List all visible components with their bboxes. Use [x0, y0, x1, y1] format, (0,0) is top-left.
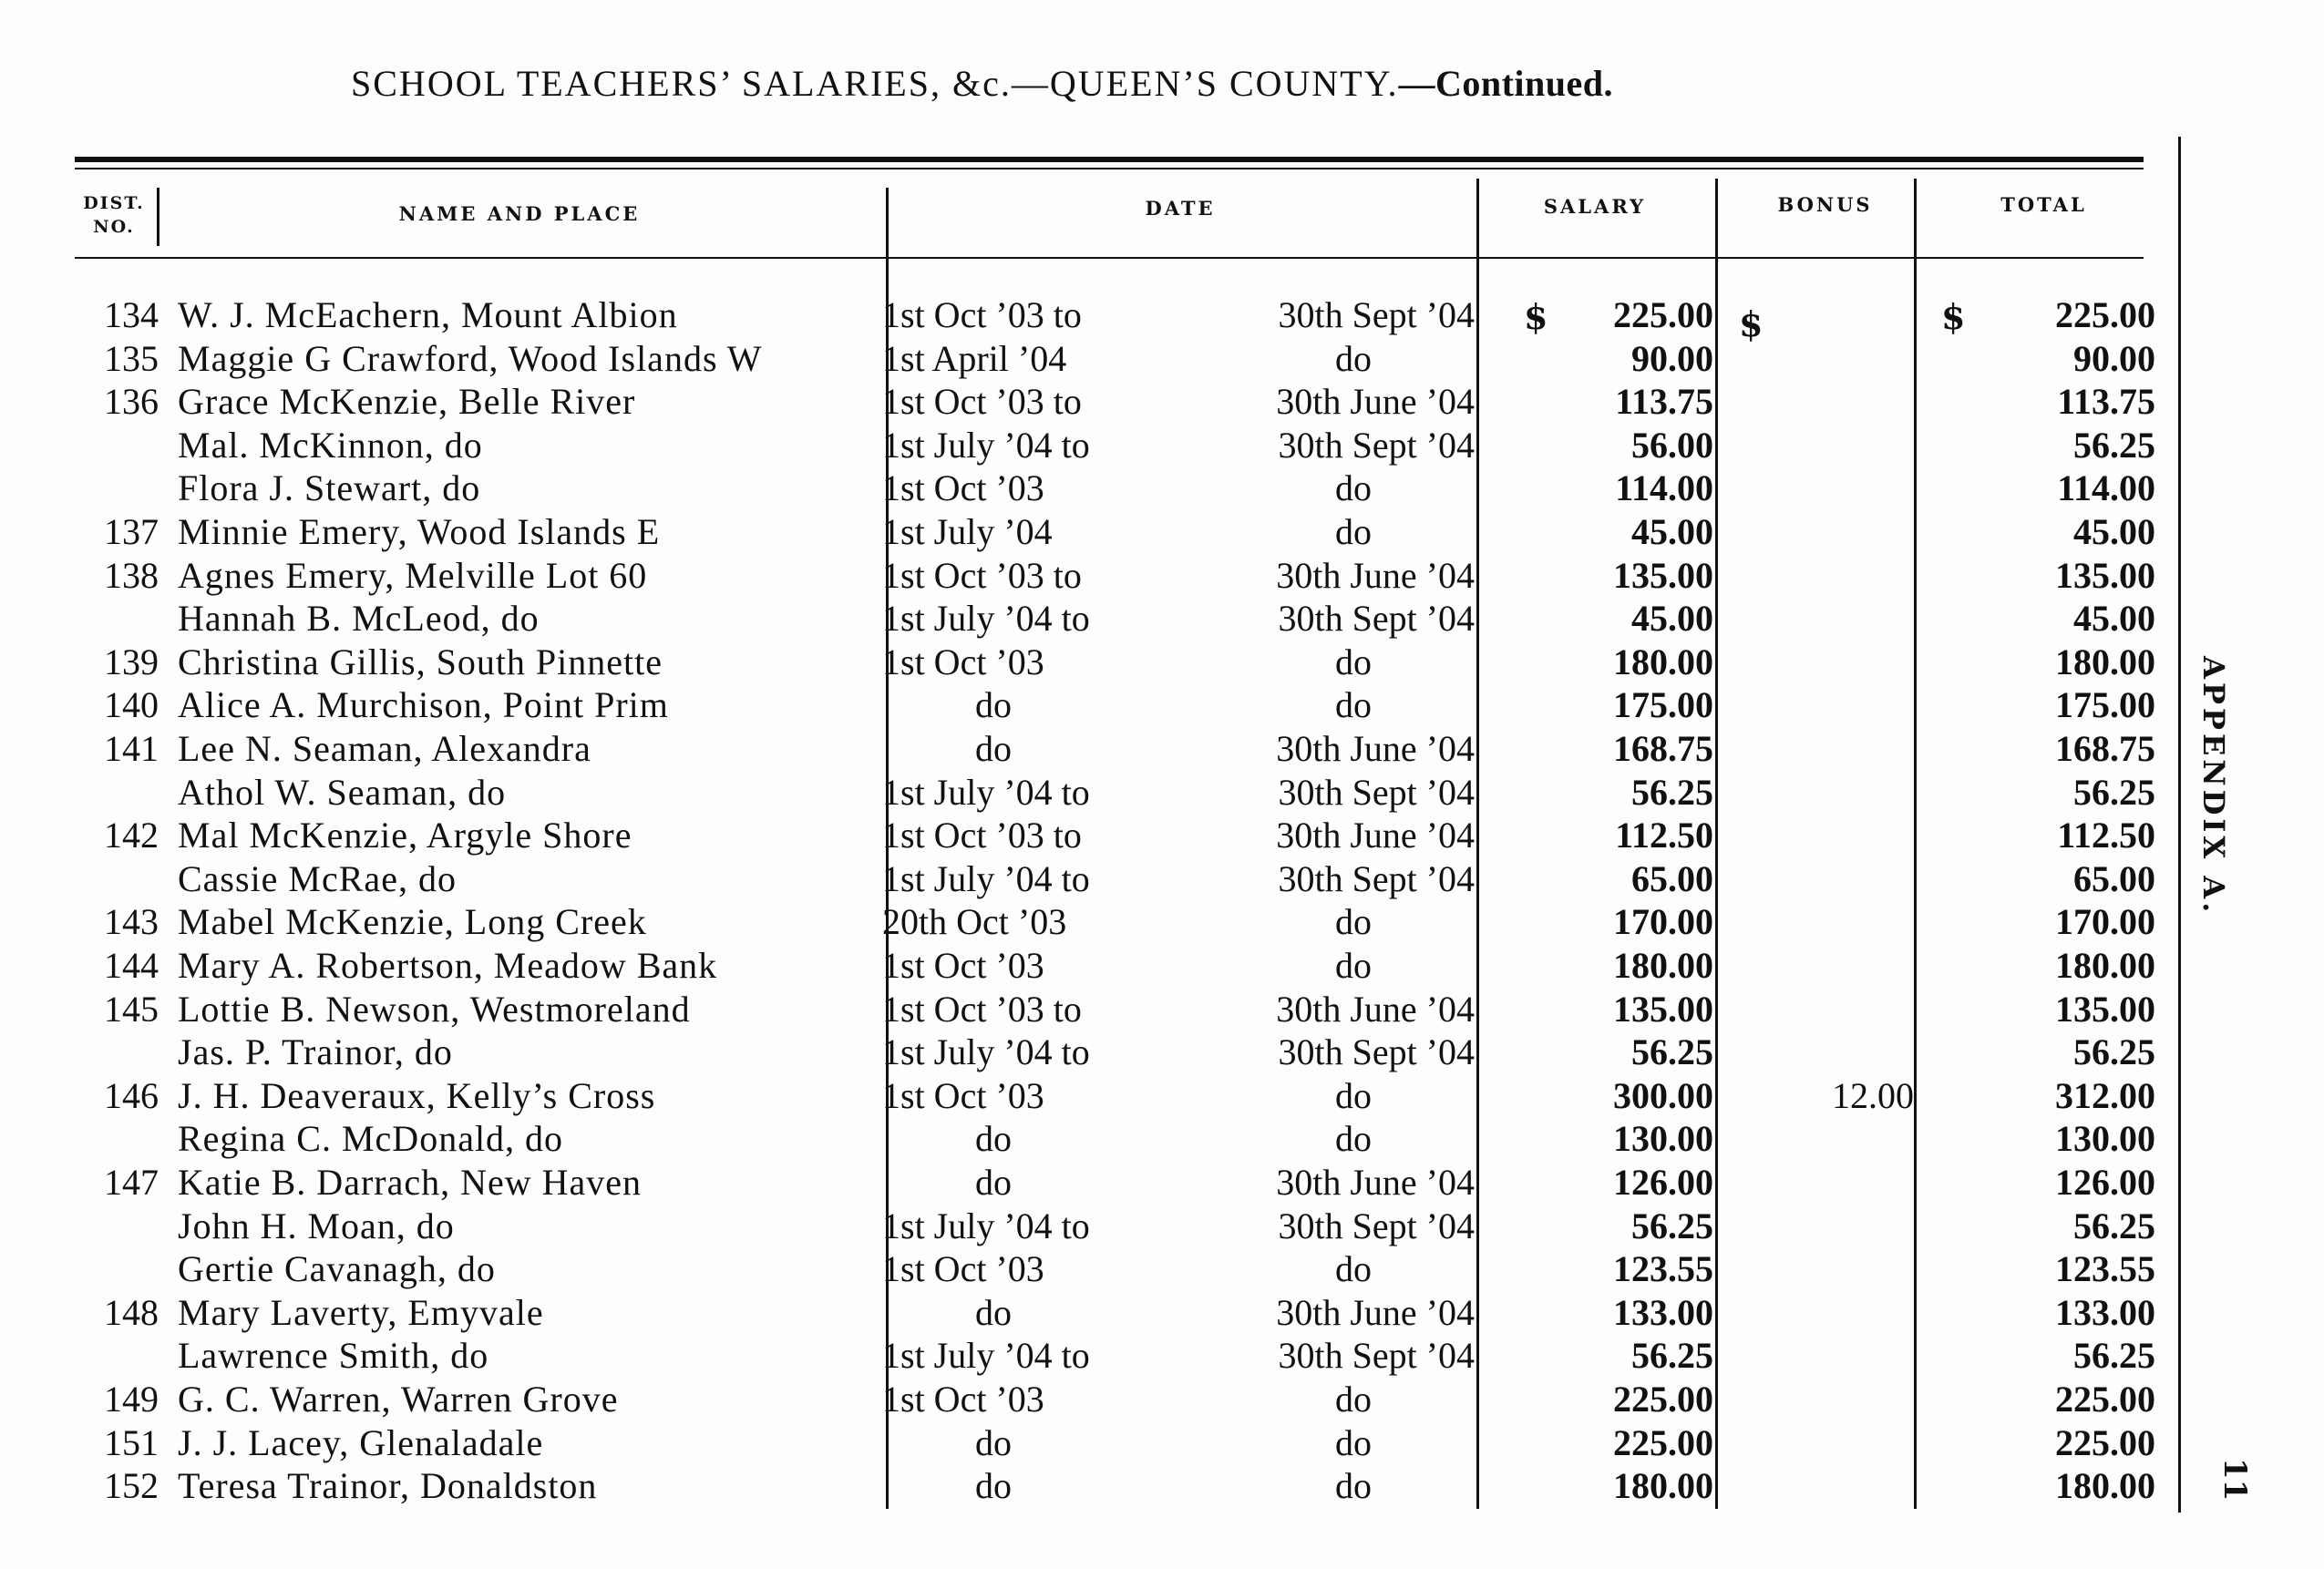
teacher-name-place: Hannah B. McLeod, do [178, 598, 540, 640]
dist-number: 147 [104, 1162, 159, 1203]
date-from: 1st July ’04 to [882, 1031, 1090, 1073]
total-amount: 90.00 [2073, 337, 2155, 379]
table-row [0, 1161, 2324, 1205]
date-from: 1st Oct ’03 to [882, 554, 1082, 596]
dist-number [75, 1247, 159, 1291]
date-from: do [975, 1291, 1012, 1333]
salary-amount: 65.00 [1631, 857, 1713, 899]
bonus-amount [1732, 597, 1914, 641]
dist-number [75, 467, 159, 510]
teacher-name-place: Mal. McKinnon, do [178, 424, 483, 466]
dist-number: 135 [104, 337, 159, 379]
salary-amount: 225.00 [1613, 1421, 1713, 1463]
date-from: 1st Oct ’03 [882, 1074, 1044, 1116]
column-divider [157, 188, 159, 246]
bonus-amount [1732, 988, 1914, 1031]
table-row [0, 1378, 2324, 1421]
total-amount: 56.25 [2073, 424, 2155, 466]
salary-amount: 56.00 [1631, 424, 1713, 466]
dist-number: 149 [104, 1379, 159, 1420]
dist-number: 152 [104, 1465, 159, 1507]
date-from: 1st Oct ’03 [882, 1379, 1044, 1420]
bonus-amount [1732, 1378, 1914, 1421]
header-name-place: NAME AND PLACE [398, 202, 641, 225]
page-number: 11 [2216, 1458, 2253, 1502]
salary-amount: 130.00 [1613, 1118, 1713, 1160]
date-from: 1st Oct ’03 [882, 945, 1044, 986]
table-row [0, 771, 2324, 815]
teacher-name-place: Athol W. Seaman, do [178, 771, 507, 813]
table-row [0, 988, 2324, 1031]
dist-number: 137 [104, 511, 159, 552]
date-to: 30th June ’04 [1276, 988, 1475, 1030]
teacher-name-place: Cassie McRae, do [178, 857, 457, 899]
dist-number [75, 1205, 159, 1248]
teacher-name-place: Agnes Emery, Melville Lot 60 [178, 554, 648, 596]
bonus-amount [1732, 554, 1914, 598]
dist-number [75, 771, 159, 815]
bonus-amount [1732, 1031, 1914, 1074]
salary-amount: 112.50 [1615, 815, 1713, 856]
dist-number [75, 597, 159, 641]
bonus-amount [1732, 467, 1914, 510]
bonus-amount [1732, 727, 1914, 771]
table-row [0, 1421, 2324, 1465]
header-date: DATE [1145, 197, 1216, 220]
bonus-amount [1732, 900, 1914, 944]
salary-amount: 56.25 [1631, 771, 1713, 813]
date-to: do [1335, 1118, 1372, 1160]
header-total: TOTAL [2000, 193, 2087, 216]
salary-amount: 300.00 [1613, 1074, 1713, 1116]
date-to: 30th Sept ’04 [1278, 771, 1475, 813]
dist-number [75, 1031, 159, 1074]
salary-amount: 90.00 [1631, 337, 1713, 379]
date-to: 30th June ’04 [1276, 554, 1475, 596]
table-row [0, 857, 2324, 901]
date-to: do [1335, 641, 1372, 682]
table-row [0, 510, 2324, 554]
date-from: 1st Oct ’03 [882, 467, 1044, 509]
table-row [0, 1074, 2324, 1118]
salary-amount: 180.00 [1613, 1465, 1713, 1507]
header-bonus: BONUS [1777, 193, 1873, 216]
salary-amount: 123.55 [1613, 1248, 1713, 1290]
teacher-name-place: Gertie Cavanagh, do [178, 1248, 496, 1290]
date-to: do [1335, 1421, 1372, 1463]
date-to: 30th June ’04 [1276, 728, 1475, 769]
header-rule [75, 257, 2144, 259]
table-row [0, 293, 2324, 337]
header-dist: DIST. [83, 193, 145, 213]
salary-amount: 225.00 [1613, 294, 1713, 335]
date-to: 30th Sept ’04 [1278, 1205, 1475, 1246]
date-to: 30th Sept ’04 [1278, 598, 1475, 640]
table-row [0, 380, 2324, 424]
title-main: SCHOOL TEACHERS’ SALARIES, &c.—QUEEN’S COUNTY. [351, 63, 1399, 104]
table-row [0, 727, 2324, 771]
bonus-amount [1732, 857, 1914, 901]
salary-amount: 225.00 [1613, 1379, 1713, 1420]
teacher-name-place: Teresa Trainor, Donaldston [178, 1465, 598, 1507]
appendix-label: APPENDIX A. [2196, 656, 2231, 917]
teacher-name-place: Lee N. Seaman, Alexandra [178, 728, 591, 769]
teacher-name-place: G. C. Warren, Warren Grove [178, 1379, 619, 1420]
bonus-amount [1732, 510, 1914, 554]
date-to: 30th Sept ’04 [1278, 1031, 1475, 1073]
bonus-amount: 12.00 [1832, 1074, 1914, 1116]
total-amount: 56.25 [2073, 771, 2155, 813]
teacher-name-place: John H. Moan, do [178, 1205, 455, 1246]
date-from: 1st Oct ’03 to [882, 988, 1082, 1030]
salary-amount: 56.25 [1631, 1031, 1713, 1073]
total-amount: 135.00 [2055, 988, 2155, 1030]
table-row [0, 641, 2324, 684]
date-to: 30th June ’04 [1276, 1291, 1475, 1333]
total-amount: 56.25 [2073, 1335, 2155, 1377]
teacher-name-place: Mabel McKenzie, Long Creek [178, 901, 647, 943]
teacher-name-place: Lawrence Smith, do [178, 1335, 489, 1377]
bonus-amount [1732, 1247, 1914, 1291]
bonus-amount [1732, 944, 1914, 988]
header-no: NO. [93, 217, 135, 237]
date-to: 30th Sept ’04 [1278, 1335, 1475, 1377]
date-from: 1st July ’04 to [882, 1335, 1090, 1377]
teacher-name-place: J. H. Deaveraux, Kelly’s Cross [178, 1074, 656, 1116]
teacher-name-place: Maggie G Crawford, Wood Islands W [178, 337, 763, 379]
teacher-name-place: Mal McKenzie, Argyle Shore [178, 815, 632, 856]
date-to: do [1335, 1465, 1372, 1507]
teacher-name-place: Alice A. Murchison, Point Prim [178, 684, 669, 726]
date-to: 30th Sept ’04 [1278, 857, 1475, 899]
total-amount: 113.75 [2057, 381, 2155, 423]
teacher-name-place: Katie B. Darrach, New Haven [178, 1162, 643, 1203]
total-amount: 168.75 [2055, 728, 2155, 769]
total-amount: 114.00 [2057, 467, 2155, 509]
bonus-amount [1732, 1161, 1914, 1205]
salary-amount: 114.00 [1615, 467, 1713, 509]
date-from: 1st July ’04 to [882, 424, 1090, 466]
top-rule-thick [75, 157, 2144, 162]
dist-number [75, 1117, 159, 1161]
total-amount: 65.00 [2073, 857, 2155, 899]
total-amount: 126.00 [2055, 1162, 2155, 1203]
teacher-name-place: J. J. Lacey, Glenaladale [178, 1421, 544, 1463]
table-row [0, 1247, 2324, 1291]
salary-amount: 180.00 [1613, 641, 1713, 682]
total-amount: 225.00 [2055, 294, 2155, 335]
dist-number: 142 [104, 815, 159, 856]
bonus-amount [1732, 1117, 1914, 1161]
dist-number: 146 [104, 1074, 159, 1116]
salary-amount: 113.75 [1615, 381, 1713, 423]
teacher-name-place: Christina Gillis, South Pinnette [178, 641, 663, 682]
bonus-amount [1732, 337, 1914, 381]
table-row [0, 467, 2324, 510]
date-from: 1st July ’04 to [882, 857, 1090, 899]
total-amount: 180.00 [2055, 945, 2155, 986]
salary-amount: 126.00 [1613, 1162, 1713, 1203]
bonus-amount [1732, 380, 1914, 424]
dist-number: 151 [104, 1421, 159, 1463]
dist-number: 136 [104, 381, 159, 423]
date-from: 1st Oct ’03 [882, 641, 1044, 682]
dist-number: 148 [104, 1291, 159, 1333]
date-from: do [975, 1118, 1012, 1160]
date-to: 30th June ’04 [1276, 1162, 1475, 1203]
teacher-name-place: Regina C. McDonald, do [178, 1118, 564, 1160]
salary-amount: 168.75 [1613, 728, 1713, 769]
date-from: do [975, 1162, 1012, 1203]
total-amount: 56.25 [2073, 1031, 2155, 1073]
dist-number: 143 [104, 901, 159, 943]
teacher-name-place: W. J. McEachern, Mount Albion [178, 294, 678, 335]
date-to: do [1335, 511, 1372, 552]
dist-number [75, 1334, 159, 1378]
teacher-name-place: Mary A. Robertson, Meadow Bank [178, 945, 718, 986]
total-amount: 180.00 [2055, 641, 2155, 682]
table-row [0, 337, 2324, 381]
teacher-name-place: Grace McKenzie, Belle River [178, 381, 636, 423]
date-to: do [1335, 1379, 1372, 1420]
date-to: do [1335, 684, 1372, 726]
salary-amount: 133.00 [1613, 1291, 1713, 1333]
date-from: do [975, 1421, 1012, 1463]
date-from: do [975, 728, 1012, 769]
bonus-amount [1732, 424, 1914, 467]
date-from: 1st July ’04 [882, 511, 1053, 552]
header-salary: SALARY [1543, 195, 1647, 218]
total-amount: 180.00 [2055, 1465, 2155, 1507]
table-row [0, 1117, 2324, 1161]
table-row [0, 554, 2324, 598]
date-from: 1st Oct ’03 to [882, 381, 1082, 423]
table-row [0, 944, 2324, 988]
bonus-amount [1732, 1334, 1914, 1378]
table-row [0, 1291, 2324, 1335]
bonus-amount [1732, 771, 1914, 815]
bonus-amount [1732, 1464, 1914, 1508]
total-amount: 45.00 [2073, 511, 2155, 552]
table-row [0, 900, 2324, 944]
date-to: do [1335, 1074, 1372, 1116]
bonus-amount [1732, 293, 1914, 337]
salary-amount: 135.00 [1613, 554, 1713, 596]
date-from: 1st July ’04 to [882, 598, 1090, 640]
salary-amount: 135.00 [1613, 988, 1713, 1030]
total-dollar-sign: $ [1941, 296, 1966, 337]
salary-amount: 45.00 [1631, 598, 1713, 640]
table-row [0, 1334, 2324, 1378]
total-amount: 56.25 [2073, 1205, 2155, 1246]
dist-number: 134 [104, 294, 159, 335]
date-from: 1st April ’04 [882, 337, 1067, 379]
total-amount: 123.55 [2055, 1248, 2155, 1290]
top-rule-thin [75, 168, 2144, 169]
date-to: 30th Sept ’04 [1278, 424, 1475, 466]
salary-amount: 56.25 [1631, 1205, 1713, 1246]
dist-number [75, 857, 159, 901]
total-amount: 130.00 [2055, 1118, 2155, 1160]
total-amount: 45.00 [2073, 598, 2155, 640]
total-amount: 225.00 [2055, 1379, 2155, 1420]
bonus-dollar-sign: $ [1739, 303, 1764, 344]
total-amount: 170.00 [2055, 901, 2155, 943]
table-row [0, 1031, 2324, 1074]
dist-number: 141 [104, 728, 159, 769]
salary-amount: 170.00 [1613, 901, 1713, 943]
date-to: do [1335, 901, 1372, 943]
date-to: do [1335, 1248, 1372, 1290]
table-row [0, 814, 2324, 857]
bonus-amount [1732, 814, 1914, 857]
date-from: 1st Oct ’03 to [882, 815, 1082, 856]
teacher-name-place: Flora J. Stewart, do [178, 467, 481, 509]
date-from: 1st Oct ’03 [882, 1248, 1044, 1290]
teacher-name-place: Jas. P. Trainor, do [178, 1031, 453, 1073]
total-amount: 135.00 [2055, 554, 2155, 596]
bonus-amount [1732, 1291, 1914, 1335]
bonus-amount [1732, 683, 1914, 727]
salary-amount: 45.00 [1631, 511, 1713, 552]
date-from: do [975, 1465, 1012, 1507]
date-to: do [1335, 467, 1372, 509]
bonus-amount [1732, 1205, 1914, 1248]
date-from: do [975, 684, 1012, 726]
dist-number: 145 [104, 988, 159, 1030]
salary-dollar-sign: $ [1524, 296, 1548, 337]
total-amount: 112.50 [2057, 815, 2155, 856]
date-to: do [1335, 337, 1372, 379]
header-dist-no [75, 191, 153, 239]
table-row [0, 683, 2324, 727]
dist-number [75, 424, 159, 467]
bonus-amount [1732, 1421, 1914, 1465]
total-amount: 312.00 [2055, 1074, 2155, 1116]
date-from: 1st July ’04 to [882, 771, 1090, 813]
total-amount: 133.00 [2055, 1291, 2155, 1333]
title-continued: —Continued. [1398, 63, 1614, 104]
date-from: 1st Oct ’03 to [882, 294, 1082, 335]
teacher-name-place: Mary Laverty, Emyvale [178, 1291, 544, 1333]
table-row [0, 1205, 2324, 1248]
teacher-name-place: Lottie B. Newson, Westmoreland [178, 988, 691, 1030]
date-to: 30th Sept ’04 [1278, 294, 1475, 335]
date-to: 30th June ’04 [1276, 815, 1475, 856]
dist-number: 144 [104, 945, 159, 986]
date-to: do [1335, 945, 1372, 986]
table-row [0, 597, 2324, 641]
salary-amount: 180.00 [1613, 945, 1713, 986]
table-row [0, 424, 2324, 467]
dist-number: 140 [104, 684, 159, 726]
total-amount: 175.00 [2055, 684, 2155, 726]
date-to: 30th June ’04 [1276, 381, 1475, 423]
bonus-amount [1732, 641, 1914, 684]
date-from: 1st July ’04 to [882, 1205, 1090, 1246]
salary-amount: 56.25 [1631, 1335, 1713, 1377]
teacher-name-place: Minnie Emery, Wood Islands E [178, 511, 661, 552]
salary-amount: 175.00 [1613, 684, 1713, 726]
dist-number: 138 [104, 554, 159, 596]
date-from: 20th Oct ’03 [882, 901, 1067, 943]
total-amount: 225.00 [2055, 1421, 2155, 1463]
page-title [351, 62, 1882, 105]
dist-number: 139 [104, 641, 159, 682]
table-row [0, 1464, 2324, 1508]
